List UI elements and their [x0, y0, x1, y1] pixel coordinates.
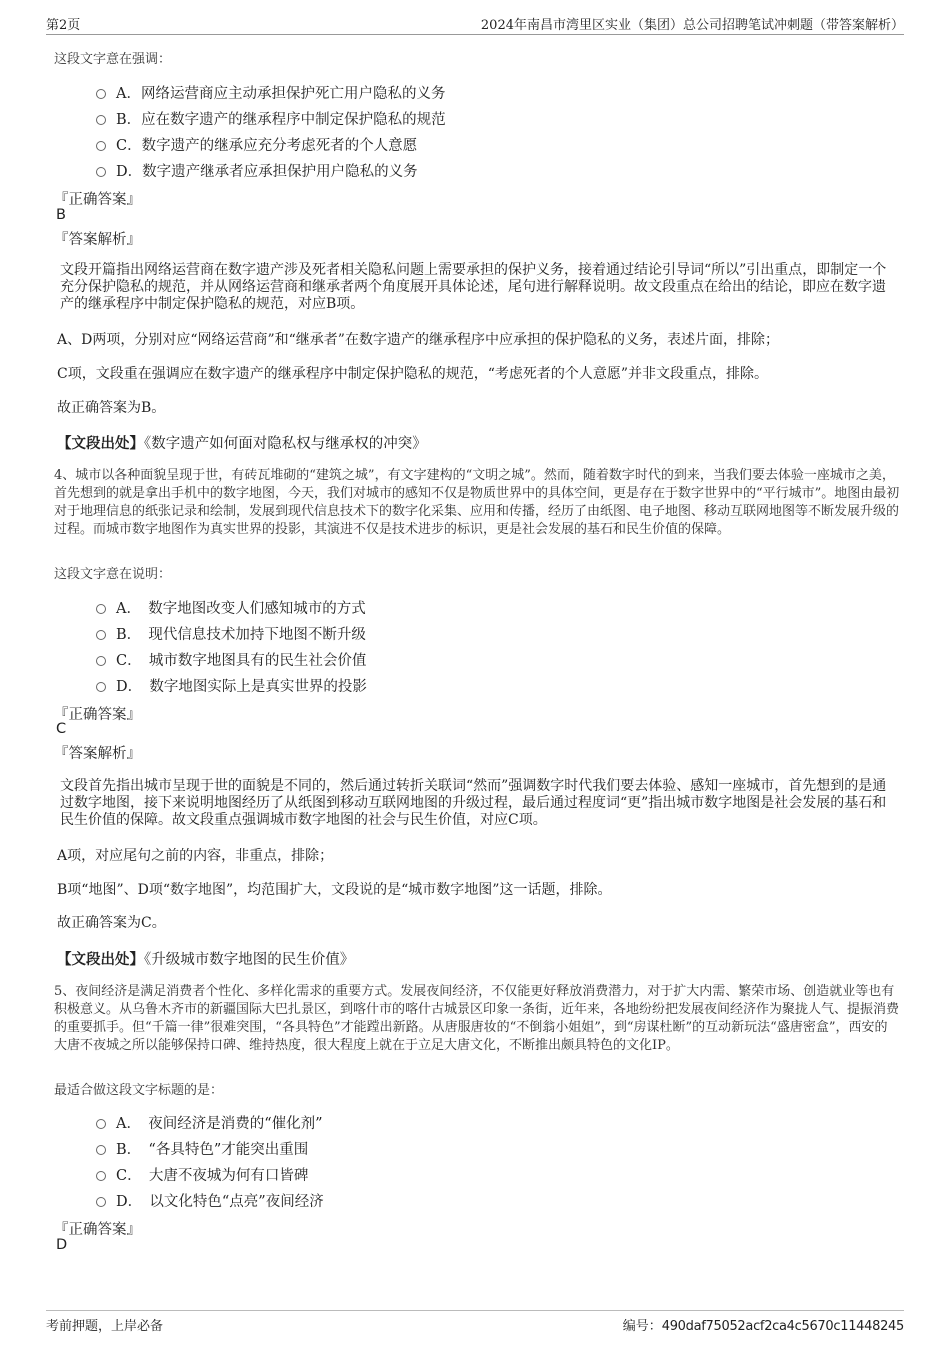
q4-analysis-para-2: A项，对应尾句之前的内容，非重点，排除； — [57, 848, 334, 864]
q4-analysis-para-1: 文段首先指出城市呈现于世的面貌是不同的，然后通过转折关联词“然而”强调数字时代我们要去体验、感知一座城市，首先想到的是通过数字地图，接下来说明地图经历了从纸图到移动互联网地图的升级过程，最后通过程度词“更”指出城市数字地图是社会发展的基石和民生价值的保障。故文段重点强调城市数字地图的社会与民生价值，对应C项。 — [60, 778, 887, 828]
q4-source: 【文段出处】《升级城市数字地图的民生价值》 — [57, 951, 355, 968]
q5-option-c[interactable]: C． 大唐不夜城为何有口皆碑 — [96, 1164, 308, 1185]
q3-analysis-para-1: 文段开篇指出网络运营商在数字遗产涉及死者相关隐私问题上需要承担的保护义务，接着通过结论引导词“所以”引出重点，即制定一个充分保护隐私的规范，并从网络运营商和继承者两个角度展开具体论述，尾句进行解释说明。故文段重点在给出的结论，即应在数字遗产的继承程序中制定保护隐私的规范，对应B项。 — [60, 262, 887, 312]
q4-answer-label: 『正确答案』 — [54, 707, 141, 723]
q5-option-d[interactable]: D． 以文化特色“点亮”夜间经济 — [96, 1190, 324, 1211]
q3-source: 【文段出处】《数字遗产如何面对隐私权与继承权的冲突》 — [57, 435, 427, 452]
q4-analysis-label: 『答案解析』 — [54, 746, 141, 762]
page-header — [46, 14, 904, 35]
q5-answer-label: 『正确答案』 — [54, 1222, 141, 1238]
q5-prompt: 最适合做这段文字标题的是： — [54, 1083, 224, 1098]
radio-icon[interactable] — [96, 1171, 106, 1181]
q3-option-d[interactable]: D．数字遗产继承者应承担保护用户隐私的义务 — [96, 160, 418, 181]
radio-icon[interactable] — [96, 682, 106, 692]
q3-prompt: 这段文字意在强调： — [54, 52, 172, 67]
q4-prompt: 这段文字意在说明： — [54, 567, 172, 582]
q5-stem: 5、夜间经济是满足消费者个性化、多样化需求的重要方式。发展夜间经济，不仅能更好释放消费潜力，对于扩大内需、繁荣市场、创造就业等也有积极意义。从乌鲁木齐市的新疆国际大巴扎景区，到喀什市的喀什古城景区印象一条街，近年来，各地纷纷把发展夜间经济作为聚拢人气、提振消费的重要抓手。但“千篇一律”很难突围，“各具特色”才能蹚出新路。从唐服唐妆的“不倒翁小姐姐”，到“房谋杜断”的互动新玩法“盛唐密盒”，西安的大唐不夜城之所以能够保持口碑、维持热度，很大程度上就在于立足大唐文化，不断推出颇具特色的文化IP。 — [54, 984, 900, 1053]
q4-option-d[interactable]: D． 数字地图实际上是真实世界的投影 — [96, 675, 367, 696]
radio-icon[interactable] — [96, 604, 106, 614]
q3-analysis-para-3: C项，文段重在强调应在数字遗产的继承程序中制定保护隐私的规范，“考虑死者的个人意愿”并非文段重点，排除。 — [57, 366, 769, 382]
q3-answer-label: 『正确答案』 — [54, 192, 141, 208]
footer-slogan: 考前押题，上岸必备 — [46, 1319, 164, 1334]
q5-option-a[interactable]: A． 夜间经济是消费的“催化剂” — [96, 1112, 323, 1133]
footer-code: 编号：490daf75052acf2ca4c5670c11448245 — [622, 1319, 904, 1334]
q4-option-b[interactable]: B． 现代信息技术加持下地图不断升级 — [96, 623, 366, 644]
q4-option-a[interactable]: A． 数字地图改变人们感知城市的方式 — [96, 597, 366, 618]
q4-stem: 4、城市以各种面貌呈现于世，有砖瓦堆砌的“建筑之城”，有文字建构的“文明之城”。然而，随着数字时代的到来，当我们要去体验一座城市之美，首先想到的就是拿出手机中的数字地图，今天，我们对城市的感知不仅是物质世界中的具体空间，更是存在于数字世界中的“平行城市”。地图由最初对于地理信息的纸张记录和绘制，发展到现代信息技术下的数字化采集、应用和传播，经历了由纸图、电子地图、移动互联网地图等不断发展升级的过程。而城市数字地图作为真实世界的投影，其演进不仅是技术进步的标识，更是社会发展的基石和民生价值的保障。 — [54, 468, 900, 537]
q5-option-b[interactable]: B． “各具特色”才能突出重围 — [96, 1138, 308, 1159]
radio-icon[interactable] — [96, 656, 106, 666]
q4-analysis-para-3: B项“地图”、D项“数字地图”，均范围扩大，文段说的是“城市数字地图”这一话题，排除。 — [57, 882, 612, 898]
document-title: 2024年南昌市湾里区实业（集团）总公司招聘笔试冲刺题（带答案解析） — [480, 18, 904, 33]
q3-option-a[interactable]: A．网络运营商应主动承担保护死亡用户隐私的义务 — [96, 82, 445, 103]
q4-answer: C — [56, 721, 67, 737]
radio-icon[interactable] — [96, 89, 106, 99]
q5-answer: D — [56, 1237, 68, 1253]
page-number: 第2页 — [46, 18, 81, 33]
q3-analysis-para-4: 故正确答案为B。 — [57, 400, 166, 416]
radio-icon[interactable] — [96, 115, 106, 125]
radio-icon[interactable] — [96, 1119, 106, 1129]
q3-analysis-label: 『答案解析』 — [54, 232, 141, 248]
radio-icon[interactable] — [96, 1145, 106, 1155]
q3-answer: B — [56, 207, 66, 223]
radio-icon[interactable] — [96, 141, 106, 151]
q3-option-c[interactable]: C．数字遗产的继承应充分考虑死者的个人意愿 — [96, 134, 417, 155]
radio-icon[interactable] — [96, 1197, 106, 1207]
page-footer — [46, 1310, 904, 1333]
q3-analysis-para-2: A、D两项，分别对应“网络运营商”和“继承者”在数字遗产的继承程序中应承担的保护隐私的义务，表述片面，排除； — [57, 332, 779, 348]
radio-icon[interactable] — [96, 167, 106, 177]
q3-option-b[interactable]: B．应在数字遗产的继承程序中制定保护隐私的规范 — [96, 108, 446, 129]
radio-icon[interactable] — [96, 630, 106, 640]
q4-option-c[interactable]: C． 城市数字地图具有的民生社会价值 — [96, 649, 366, 670]
q4-analysis-para-4: 故正确答案为C。 — [57, 915, 166, 931]
